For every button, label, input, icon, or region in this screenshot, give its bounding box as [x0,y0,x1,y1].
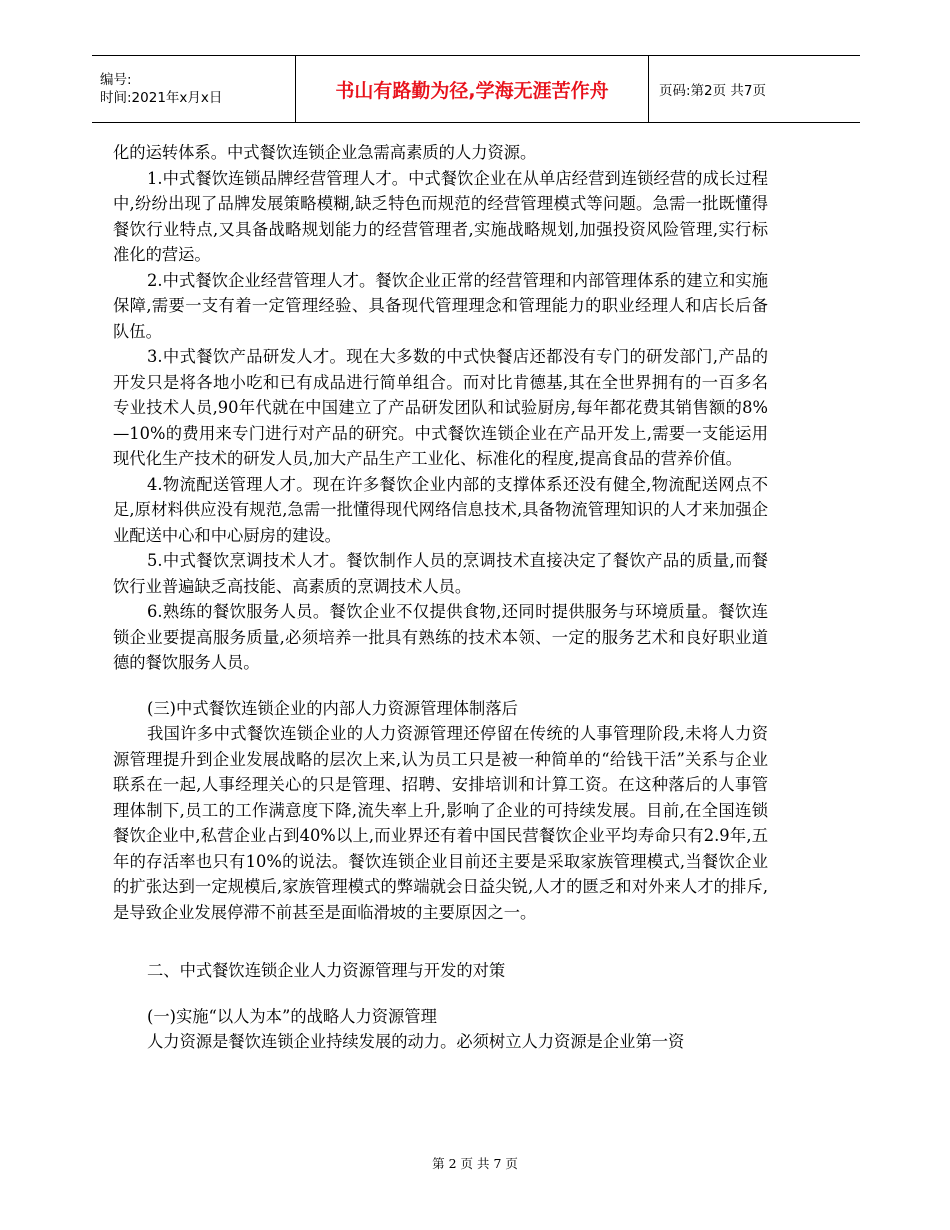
paragraph-item-6: 6.熟练的餐饮服务人员。餐饮企业不仅提供食物,还同时提供服务与环境质量。餐饮连锁企业要提高服务质量,必须培养一批具有熟练的技术本领、一定的服务艺术和良好职业道德的餐饮服务人员。 [113,602,768,672]
header-meta [92,56,295,122]
paragraph-spacer [113,984,768,1004]
paragraph-section-3: 我国许多中式餐饮连锁企业的人力资源管理还停留在传统的人事管理阶段,未将人力资源管理提升到企业发展战略的层次上来,认为员工只是被一种简单的“给钱干活”关系与企业联系在一起,人事经理关心的只是管理、招聘、安排培训和计算工资。在这种落后的人事管理体制下,员工的工作满意度下降,流失率上升,影响了企业的可持续发展。目前,在全国连锁餐饮企业中,私营企业占到40%以上,而业界还有着中国民营餐饮企业平均寿命只有2.9年,五年的存活率也只有10%的说法。餐饮连锁企业目前还主要是采取家族管理模式,当餐饮企业的扩张达到一定规模后,家族管理模式的弊端就会日益尖锐,人才的匮乏和对外来人才的排斥,是导致企业发展停滞不前甚至是面临滑坡的主要原因之一。 [113,724,768,922]
paragraph-item-5: 5.中式餐饮烹调技术人才。餐饮制作人员的烹调技术直接决定了餐饮产品的质量,而餐饮行业普遍缺乏高技能、高素质的烹调技术人员。 [113,551,768,596]
paragraph-spacer [113,925,768,958]
paragraph-continuation: 化的运转体系。中式餐饮连锁企业急需高素质的人力资源。 [113,143,537,162]
header-page-cell [649,56,766,122]
section-heading-3: (三)中式餐饮连锁企业的内部人力资源管理体制落后 [147,698,518,718]
document-time-label: 时间:2021年x月x日 [100,90,223,106]
paragraph-item-1: 1.中式餐饮连锁品牌经营管理人才。中式餐饮企业在从单店经营到连锁经营的成长过程中,纷纷出现了品牌发展策略模糊,缺乏特色而规范的经营管理模式等问题。急需一批既懂得餐饮行业特点,又具备战略规划能力的经营管理者,实施战略规划,加强投资风险管理,实行标准化的营运。 [113,168,768,264]
page-header [92,55,860,123]
header-motto-cell [295,56,649,122]
document-body [113,140,768,1055]
document-number-label: 编号: [100,72,132,88]
footer-page-number: 第 2 页 共 7 页 [432,1156,518,1171]
section-heading-1: (一)实施“以人为本”的战略人力资源管理 [147,1006,437,1026]
paragraph-item-4: 4.物流配送管理人才。现在许多餐饮企业内部的支撑体系还没有健全,物流配送网点不足,原材料供应没有规范,急需一批懂得现代网络信息技术,具备物流管理知识的人才来加强企业配送中心和中心厨房的建设。 [113,474,768,545]
paragraph-spacer [113,676,768,696]
paragraph-item-3: 3.中式餐饮产品研发人才。现在大多数的中式快餐店还都没有专门的研发部门,产品的开发只是将各地小吃和已有成品进行简单组合。而对比肯德基,其在全世界拥有的一百多名专业技术人员,90年代就在中国建立了产品研发团队和试验厨房,每年都花费其销售额的8%—10%的费用来专门进行对产品的研究。中式餐饮连锁企业在产品开发上,需要一支能运用现代化生产技术的研发人员,加大产品生产工业化、标准化的程度,提高食品的营养价值。 [113,347,768,468]
paragraph-item-2: 2.中式餐饮企业经营管理人才。餐饮企业正常的经营管理和内部管理体系的建立和实施保障,需要一支有着一定管理经验、具备现代管理理念和管理能力的职业经理人和店长后备队伍。 [113,270,768,341]
chapter-heading-2: 二、中式餐饮连锁企业人力资源管理与开发的对策 [147,961,506,980]
paragraph-section-1: 人力资源是餐饮连锁企业持续发展的动力。必须树立人力资源是企业第一资 [147,1032,685,1051]
header-motto: 书山有路勤为径,学海无涯苦作舟 [335,79,609,102]
header-page-number: 页码:第2页 共7页 [659,83,767,99]
page-footer [0,1154,950,1172]
